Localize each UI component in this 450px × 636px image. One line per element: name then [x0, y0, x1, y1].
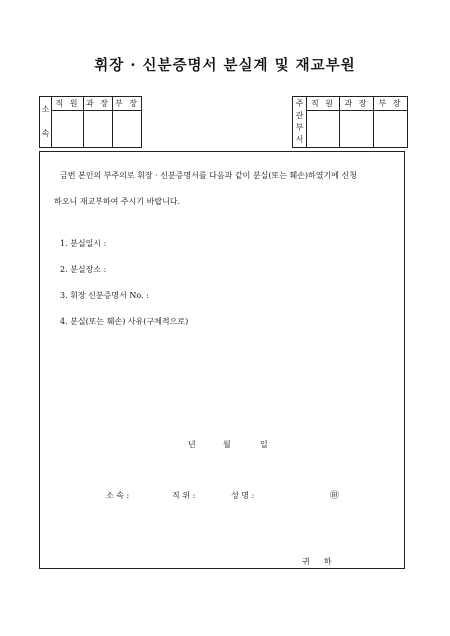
name-field[interactable]: 성 명 :	[231, 491, 255, 500]
position-field[interactable]: 직 위 :	[172, 491, 196, 500]
staff-sign-box[interactable]	[52, 111, 84, 148]
managing-department-head-sign-box[interactable]	[374, 111, 408, 148]
department-head-header: 부 장	[113, 97, 142, 111]
badge-number-field[interactable]: 3. 휘장 신분증명서 No. :	[60, 291, 149, 300]
approval-gap	[142, 97, 293, 148]
day-label: 일	[260, 440, 268, 449]
addressee-label: 귀하	[302, 557, 346, 566]
form-body	[39, 151, 405, 569]
managing-department-label: 주 관 부 서	[293, 97, 307, 148]
approval-table	[39, 96, 408, 148]
section-chief-header: 과 장	[84, 97, 113, 111]
managing-staff-header: 직 원	[307, 97, 340, 111]
department-head-sign-box[interactable]	[113, 111, 142, 148]
document-title: 휘장 · 신분증명서 분실계 및 재교부원	[94, 57, 356, 74]
managing-department-head-header: 부 장	[374, 97, 408, 111]
managing-section-chief-header: 과 장	[340, 97, 374, 111]
request-paragraph-line1: 금번 본인의 부주의로 휘장 · 신분증명서를 다음과 같이 분실(또는 훼손)하였기에 신청	[60, 171, 357, 180]
loss-date-field[interactable]: 1. 분실일시 :	[60, 239, 107, 248]
month-label: 월	[223, 440, 231, 449]
staff-header: 직 원	[52, 97, 84, 111]
section-chief-sign-box[interactable]	[84, 111, 113, 148]
loss-reason-field[interactable]: 4. 분실(또는 훼손) 사유(구체적으로)	[60, 317, 189, 326]
managing-section-chief-sign-box[interactable]	[340, 111, 374, 148]
loss-place-field[interactable]: 2. 분실장소 :	[60, 265, 107, 274]
seal-icon: ㊞	[330, 491, 340, 501]
affiliation-label: 소 속	[40, 97, 52, 148]
request-paragraph-line2: 하오니 재교부하여 주시기 바랍니다.	[54, 197, 181, 206]
managing-staff-sign-box[interactable]	[307, 111, 340, 148]
affiliation-field[interactable]: 소 속 :	[106, 491, 130, 500]
year-label: 년	[188, 440, 196, 449]
